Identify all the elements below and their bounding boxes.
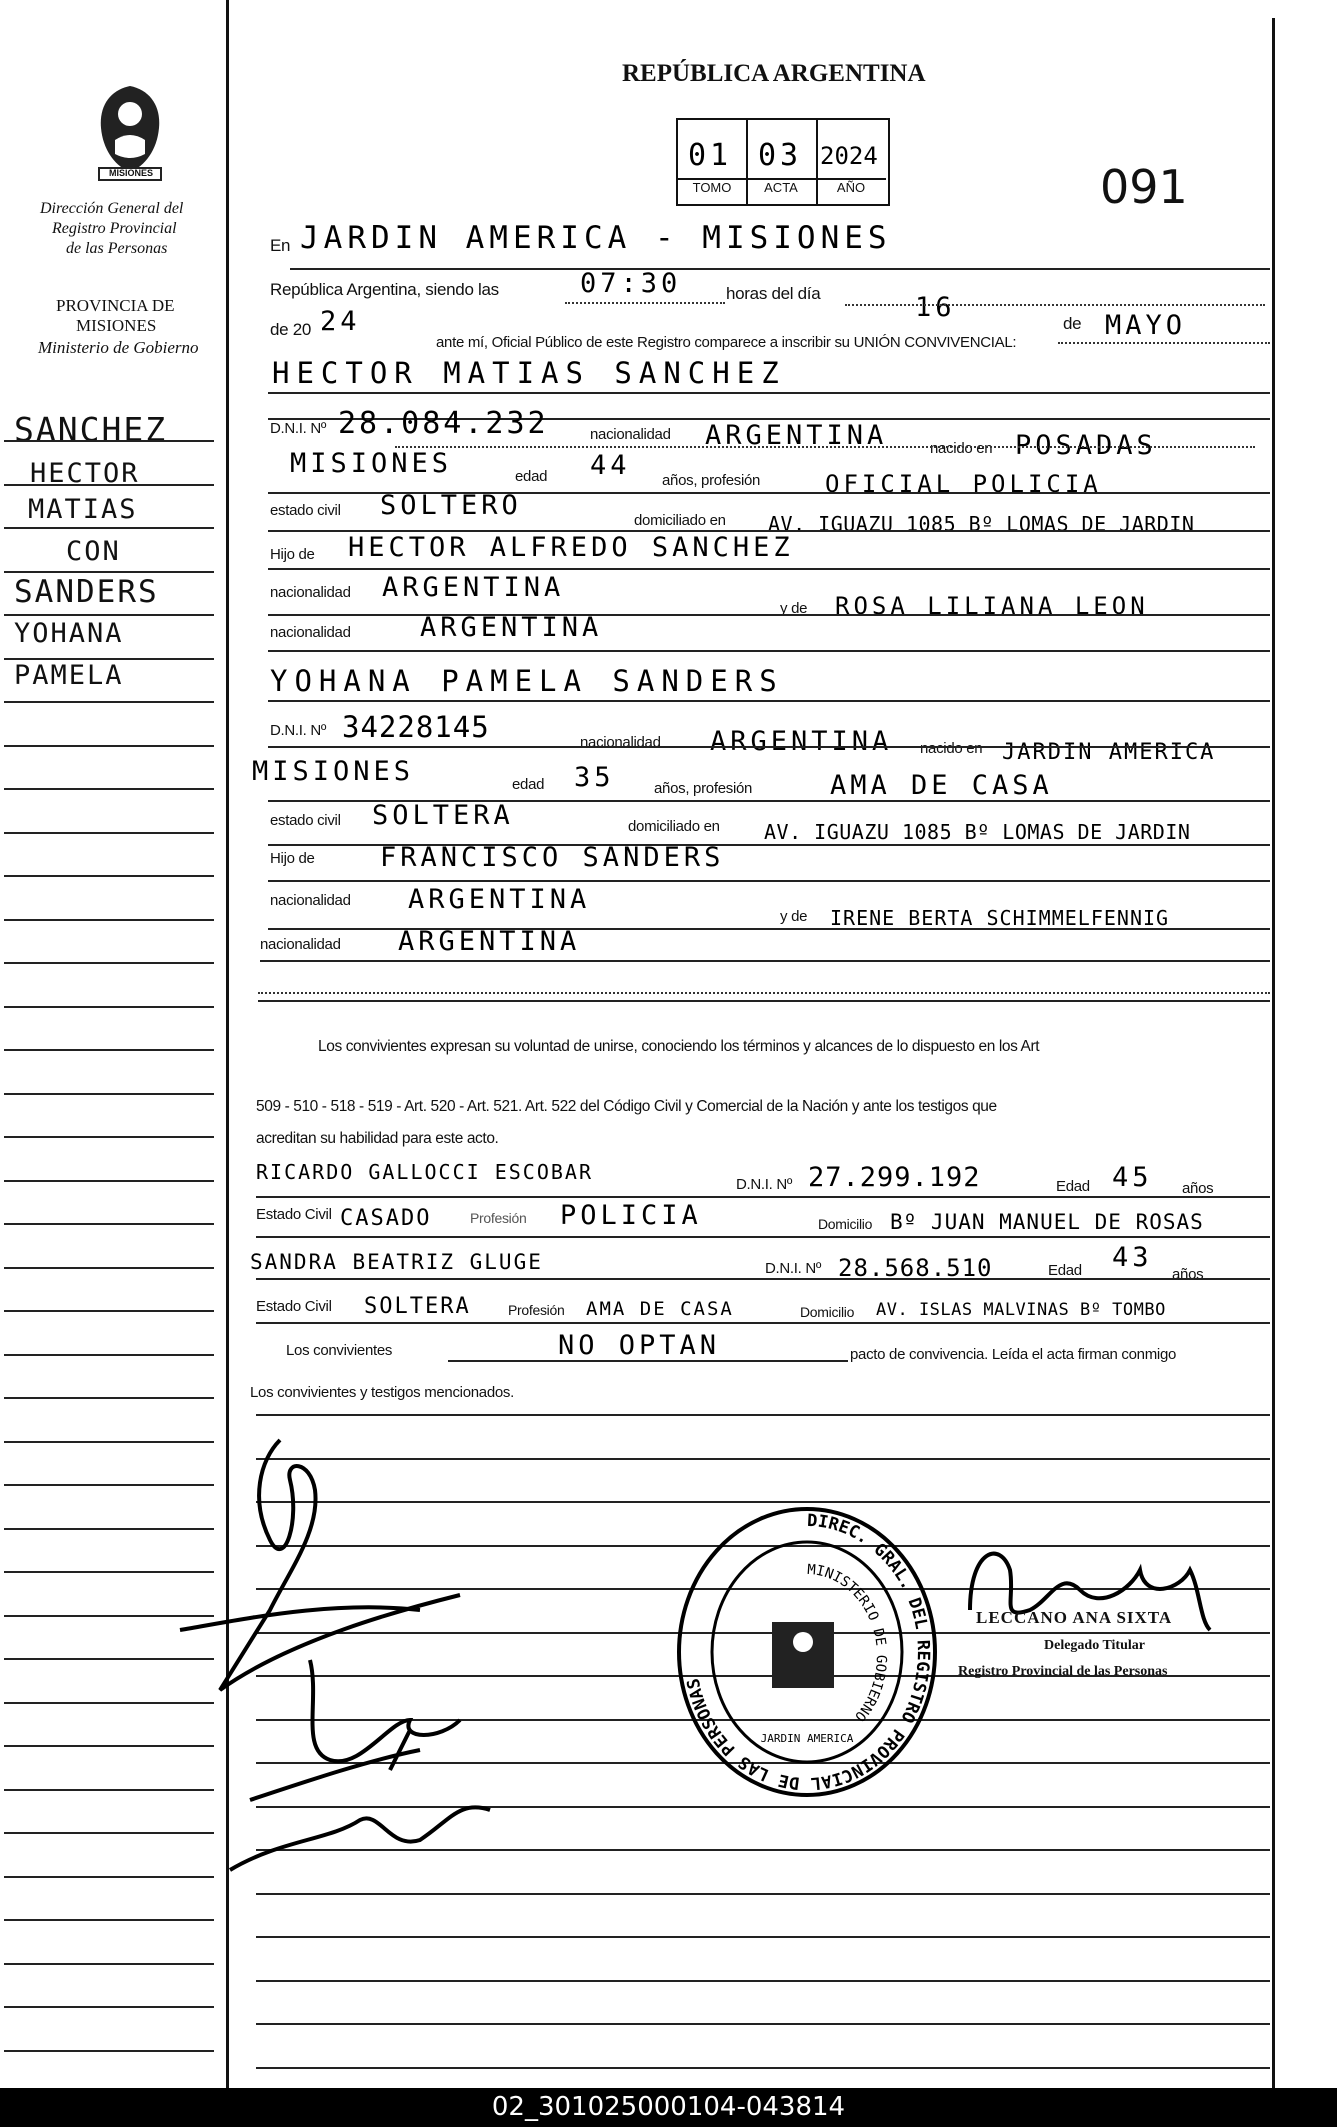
body-rule-line: [256, 1980, 1270, 1982]
ministry-line3: de las Personas: [66, 240, 168, 257]
p2-profession: AMA DE CASA: [830, 770, 1053, 801]
p2-born-label: nacido en: [920, 740, 983, 757]
p2-civil-label: estado civil: [270, 812, 341, 829]
p1-father: HECTOR ALFREDO SANCHEZ: [348, 532, 794, 563]
p2-father-nat-label: nacionalidad: [270, 892, 351, 909]
w2-name: SANDRA BEATRIZ GLUGE: [250, 1250, 543, 1274]
w1-dom-label: Domicilio: [818, 1216, 873, 1232]
sidebar-rule-line: [4, 484, 214, 486]
p2-nat-value: ARGENTINA: [710, 726, 893, 757]
acta-label: ACTA: [746, 178, 816, 195]
p2-yde-label: y de: [780, 908, 808, 925]
p1-nat-label: nacionalidad: [590, 426, 671, 443]
province-label-2: MISIONES: [76, 316, 157, 335]
sidebar-rule-line: [4, 1136, 214, 1138]
p1-birthplace: POSADAS: [1015, 430, 1157, 461]
sidebar-rule-line: [4, 1267, 214, 1269]
pact-tail: pacto de convivencia. Leída el acta firman conmigo: [850, 1346, 1177, 1363]
stamp-outer-text: DIREC. GRAL. DEL REGISTRO PROVINCIAL DE LAS PERSONAS: [683, 1510, 934, 1794]
p1-civil-value: SOLTERO: [380, 490, 522, 521]
p2-age-value: 35: [574, 762, 615, 793]
p2-hijo-label: Hijo de: [270, 850, 315, 867]
p1-birthplace-2: MISIONES: [290, 448, 453, 479]
sidebar-rule-line: [4, 1310, 214, 1312]
w1-dni-label: D.N.I. Nº: [736, 1176, 793, 1193]
republic-label: República Argentina, siendo las: [270, 280, 499, 299]
hours-label: horas del día: [726, 284, 821, 303]
w1-age-label: Edad: [1056, 1178, 1090, 1195]
p1-born-label: nacido en: [930, 440, 993, 457]
ministry-line2: Registro Provincial: [52, 220, 177, 237]
ministry-line1: Dirección General del: [40, 200, 184, 217]
w2-profession: AMA DE CASA: [586, 1298, 734, 1320]
p2-age-label: edad: [512, 776, 545, 793]
sidebar-rule-line: [4, 614, 214, 616]
sidebar-rule-line: [4, 788, 214, 790]
legal-line-1: Los convivientes expresan su voluntad de unirse, conociendo los términos y alcances de lo dispuesto en los Art: [318, 1038, 1040, 1055]
right-margin-line: [1272, 18, 1275, 2088]
place-value: JARDIN AMERICA - MISIONES: [300, 220, 892, 256]
province-coat-of-arms: [85, 80, 175, 200]
sidebar-name: SANDERS: [14, 574, 159, 610]
w1-profession: POLICIA: [560, 1200, 702, 1231]
w1-civil: CASADO: [340, 1206, 432, 1231]
ministry-label: Ministerio de Gobierno: [38, 338, 199, 357]
p1-civil-label: estado civil: [270, 502, 341, 519]
en-label: En: [270, 236, 291, 255]
acta-value: 03: [758, 138, 803, 173]
sidebar-rule-line: [4, 745, 214, 747]
p1-profession: OFICIAL POLICIA: [825, 470, 1102, 498]
p1-age-value: 44: [590, 450, 631, 481]
body-rule-line: [256, 2023, 1270, 2025]
sidebar-rule-line: [4, 658, 214, 660]
sidebar-rule-line: [4, 2006, 214, 2008]
stamp-inner-text: MINISTERIO DE GOBIERNO: [806, 1561, 890, 1725]
w2-dom-label: Domicilio: [800, 1304, 855, 1320]
w1-civil-label: Estado Civil: [256, 1206, 332, 1223]
sidebar-rule-line: [4, 1963, 214, 1965]
sidebar-rule-line: [4, 2050, 214, 2052]
w2-dni-label: D.N.I. Nº: [765, 1260, 822, 1277]
p2-father: FRANCISCO SANDERS: [380, 842, 725, 873]
p1-father-nat: ARGENTINA: [382, 572, 565, 603]
w1-dni: 27.299.192: [808, 1162, 981, 1193]
sidebar-rule-line: [4, 1223, 214, 1225]
p1-dni-value: 28.084.232: [338, 406, 549, 441]
w1-age: 45: [1112, 1162, 1153, 1193]
p2-dni-label: D.N.I. Nº: [270, 722, 327, 739]
day-value: 16: [915, 292, 956, 323]
page-number: 091: [1100, 160, 1188, 214]
p1-domicile: AV. IGUAZU 1085 Bº LOMAS DE JARDIN: [768, 512, 1195, 536]
sidebar-name: HECTOR: [30, 458, 140, 489]
coat-of-arms-label: MISIONES: [108, 168, 153, 178]
p2-nat-label: nacionalidad: [580, 734, 661, 751]
signature-left: [160, 1420, 630, 1920]
p2-dom-label: domiciliado en: [628, 818, 720, 835]
p2-mother-nat-label: nacionalidad: [260, 936, 341, 953]
country-title: REPÚBLICA ARGENTINA: [622, 60, 926, 87]
p1-mother-nat: ARGENTINA: [420, 612, 603, 643]
p1-nat-value: ARGENTINA: [705, 420, 888, 451]
person1-name: HECTOR MATIAS SANCHEZ: [272, 356, 786, 390]
person2-name: YOHANA PAMELA SANDERS: [270, 664, 784, 698]
closing-text: Los convivientes y testigos mencionados.: [250, 1384, 514, 1401]
sidebar-rule-line: [4, 1180, 214, 1182]
sidebar-name: SANCHEZ: [14, 410, 168, 449]
w2-age: 43: [1112, 1242, 1153, 1273]
registry-stamp: [672, 1502, 942, 1802]
tomo-value: 01: [688, 138, 733, 173]
sidebar-rule-line: [4, 1049, 214, 1051]
signature-right: [960, 1530, 1230, 1650]
p2-mother: IRENE BERTA SCHIMMELFENNIG: [830, 906, 1170, 930]
sidebar-rule-line: [4, 919, 214, 921]
p1-dom-label: domiciliado en: [634, 512, 726, 529]
w2-civil: SOLTERA: [364, 1294, 471, 1319]
p2-domicile: AV. IGUAZU 1085 Bº LOMAS DE JARDIN: [764, 820, 1191, 844]
p1-dni-label: D.N.I. Nº: [270, 420, 327, 437]
province-label: PROVINCIA DE: [56, 296, 175, 315]
sidebar-rule-line: [4, 571, 214, 573]
w2-age-unit: años: [1172, 1266, 1204, 1283]
legal-line-3: acreditan su habilidad para este acto.: [256, 1130, 499, 1147]
w1-domicile: Bº JUAN MANUEL DE ROSAS: [890, 1210, 1204, 1234]
sidebar-rule-line: [4, 527, 214, 529]
p1-yde-label: y de: [780, 600, 808, 617]
register-box: [676, 118, 890, 206]
p1-hijo-label: Hijo de: [270, 546, 315, 563]
sidebar-name: YOHANA: [14, 618, 124, 649]
de-month-label: de: [1063, 314, 1082, 333]
p2-birthplace: JARDIN AMERICA: [1002, 740, 1216, 765]
ano-label: AÑO: [816, 178, 886, 195]
de-prefix: de 20: [270, 320, 312, 339]
sidebar-rule-line: [4, 701, 214, 703]
w1-name: RICARDO GALLOCCI ESCOBAR: [256, 1160, 593, 1184]
sidebar-name: CON: [66, 536, 121, 567]
sidebar-rule-line: [4, 440, 214, 442]
month-value: MAYO: [1105, 310, 1187, 341]
w2-age-label: Edad: [1048, 1262, 1082, 1279]
sidebar-rule-line: [4, 875, 214, 877]
time-value: 07:30: [580, 268, 682, 299]
legal-line-2: 509 - 510 - 518 - 519 - Art. 520 - Art. 521. Art. 522 del Código Civil y Comercial de la Nación y ante los testigos que: [256, 1098, 997, 1115]
p1-mother-nat-label: nacionalidad: [270, 624, 351, 641]
year-value: 24: [320, 306, 361, 337]
w2-prof-label: Profesión: [508, 1302, 565, 1318]
body-rule-line: [256, 1414, 1270, 1416]
w2-civil-label: Estado Civil: [256, 1298, 332, 1315]
w1-prof-label: Profesión: [470, 1210, 527, 1226]
pact-value: NO OPTAN: [558, 1330, 721, 1361]
ante-text: ante mí, Oficial Público de este Registro comparece a inscribir su UNIÓN CONVIVENCIAL:: [436, 334, 1017, 351]
p2-prof-label: años, profesión: [654, 780, 753, 797]
sidebar-rule-line: [4, 1093, 214, 1095]
sidebar-rule-line: [4, 962, 214, 964]
p2-birthplace-2: MISIONES: [252, 756, 415, 787]
sidebar-name: PAMELA: [14, 660, 124, 691]
p1-prof-label: años, profesión: [662, 472, 761, 489]
w2-domicile: AV. ISLAS MALVINAS Bº TOMBO: [876, 1300, 1166, 1320]
sidebar-name: MATIAS: [28, 494, 138, 525]
tomo-label: TOMO: [678, 178, 746, 195]
sidebar-rule-line: [4, 1354, 214, 1356]
body-rule-line: [256, 1936, 1270, 1938]
official-office: Registro Provincial de las Personas: [958, 1664, 1168, 1679]
w2-dni: 28.568.510: [838, 1254, 993, 1282]
sidebar-rule-line: [4, 1397, 214, 1399]
p2-dni-value: 34228145: [342, 710, 490, 744]
sidebar-rule-line: [4, 832, 214, 834]
p1-father-nat-label: nacionalidad: [270, 584, 351, 601]
p2-mother-nat: ARGENTINA: [398, 926, 581, 957]
w1-age-unit: años: [1182, 1180, 1214, 1197]
official-name: LECCANO ANA SIXTA: [976, 1608, 1173, 1627]
p2-civil-value: SOLTERA: [372, 800, 514, 831]
p1-mother: ROSA LILIANA LEON: [835, 592, 1149, 620]
ano-value: 2024: [820, 142, 878, 170]
document-code-footer: 02_301025000104-043814: [0, 2088, 1337, 2127]
body-rule-line: [256, 2067, 1270, 2069]
pact-label: Los convivientes: [286, 1342, 393, 1359]
p1-age-label: edad: [515, 468, 548, 485]
official-title: Delegado Titular: [1044, 1638, 1145, 1653]
stamp-bottom-text: JARDIN AMERICA: [760, 1732, 854, 1745]
p2-father-nat: ARGENTINA: [408, 884, 591, 915]
sidebar-rule-line: [4, 1006, 214, 1008]
